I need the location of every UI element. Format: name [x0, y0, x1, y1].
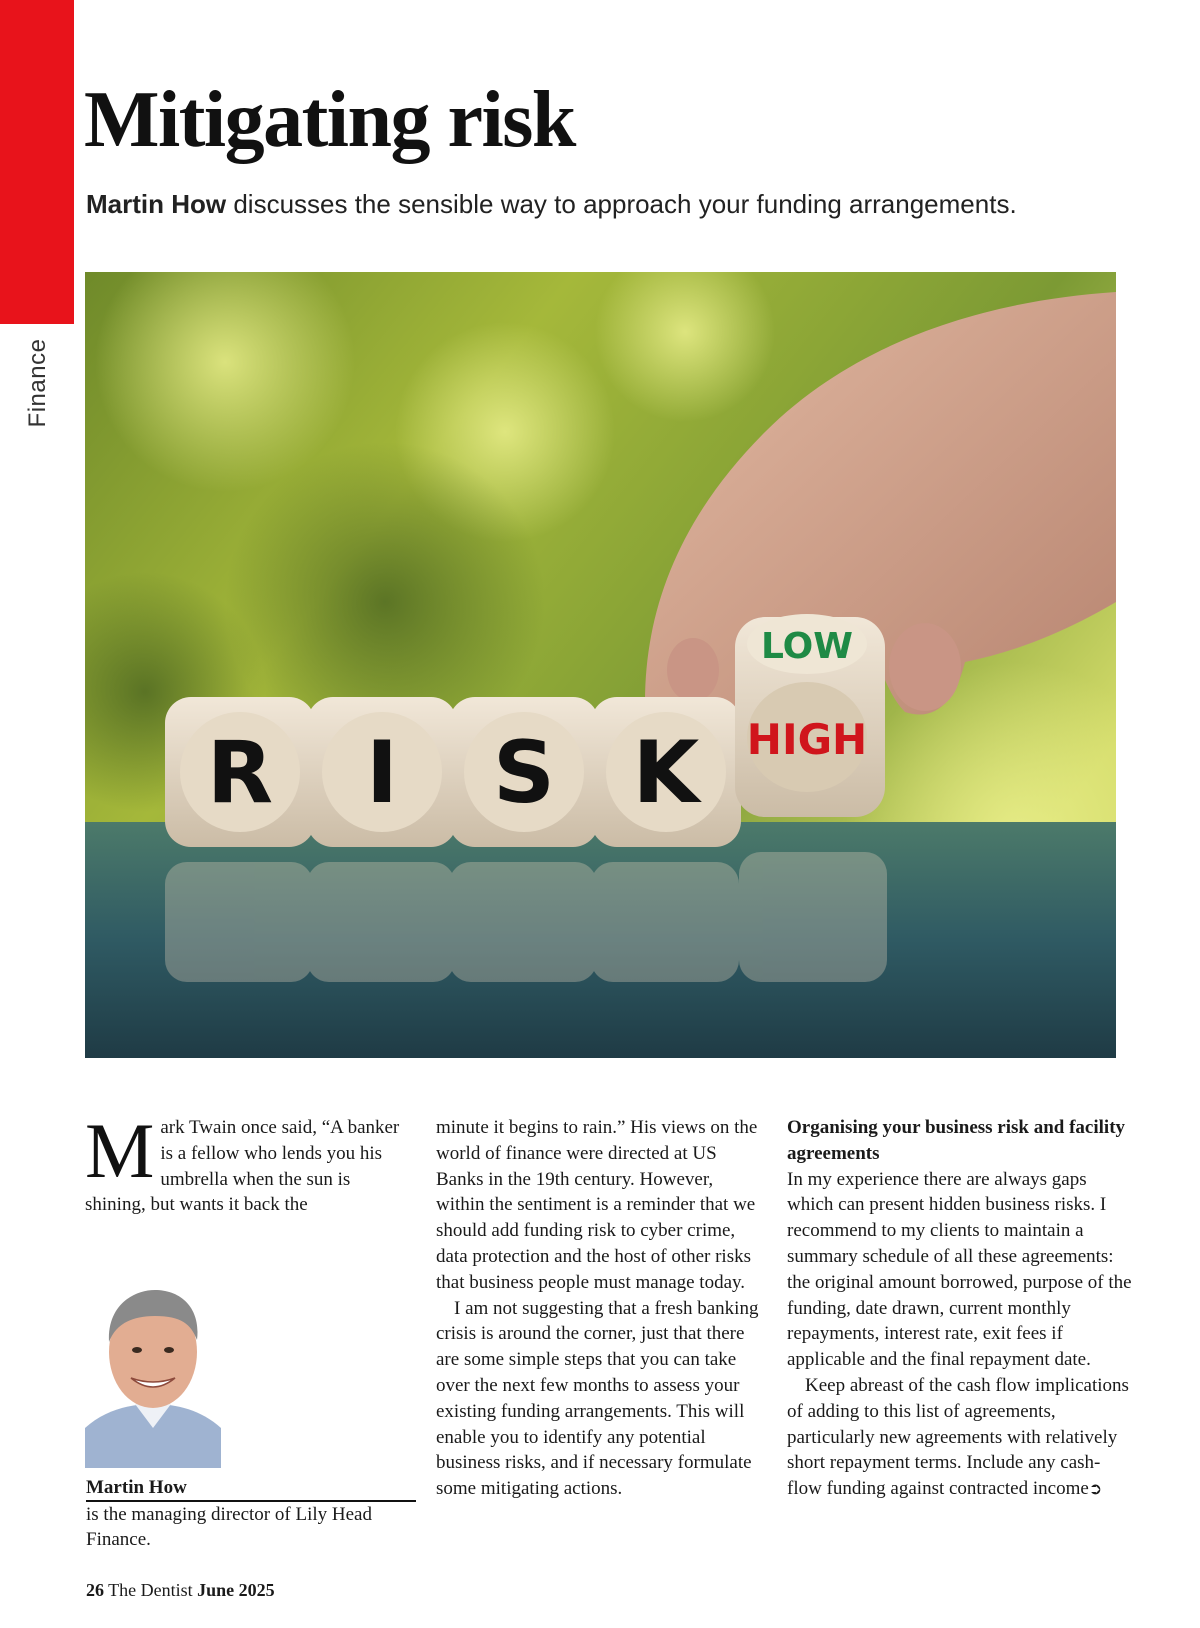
body-paragraph: I am not suggesting that a fresh banking crisis is around the corner, just that there are some simple steps that you can take over the next few months to assess your existing funding arrangements. This will enable you to identify any potential business risks, and if necessary formulate some mitigating actions. [436, 1297, 759, 1500]
drop-cap: M [85, 1107, 155, 1194]
article-column-2 [436, 1115, 766, 1502]
intro-paragraph [85, 1107, 405, 1218]
article-title: Mitigating risk [84, 76, 575, 164]
die-letter-r: R [206, 723, 274, 823]
article-column-1 [85, 1107, 405, 1218]
body-paragraph: minute it begins to rain.” His views on the world of finance were directed at US Banks in the 19th century. However, within the sentiment is a reminder that we should add funding risk to cyber crime, data protection and the host of other risks that business people must manage today. [436, 1117, 758, 1293]
page-footer [86, 1580, 275, 1601]
body-paragraph-text: Keep abreast of the cash flow implications of adding to this list of agreements, particularly new agreements with relatively short repayment terms. Include any cash-flow funding against contracted income [787, 1374, 1129, 1500]
die-letter-k: K [632, 723, 700, 823]
publication-name: The Dentist [104, 1580, 198, 1600]
die-letter-i: I [366, 723, 398, 823]
body-paragraph: In my experience there are always gaps which can present hidden business risks. I recommend to my clients to maintain a summary schedule of all these agreements: the original amount borrowed, purpose of the funding, date drawn, current monthly repayments, interest rate, exit fees if applicable and the final repayment date. [787, 1168, 1132, 1371]
die-letter-s: S [493, 723, 555, 823]
standfirst-author: Martin How [86, 189, 227, 219]
author-photo [85, 1278, 221, 1468]
standfirst-text: discusses the sensible way to approach your funding arrangements. [226, 189, 1017, 219]
continue-arrow-icon: ➲ [1088, 1479, 1103, 1499]
hero-image-risk-dice [85, 272, 1116, 1058]
dice-row [165, 697, 741, 847]
body-paragraph [787, 1373, 1132, 1502]
section-label: Finance [24, 338, 51, 428]
section-color-bar [0, 0, 74, 324]
low-high-die [735, 614, 885, 817]
issue-date: June 2025 [197, 1580, 275, 1600]
subheading: Organising your business risk and facility agreements [787, 1117, 1126, 1164]
die-label-high: HIGH [746, 715, 868, 764]
die-label-low: LOW [761, 626, 853, 667]
intro-text: ark Twain once said, “A banker is a fellow who lends you his umbrella when the sun is shining, but wants it back the [85, 1117, 400, 1216]
author-bio-name: Martin How [86, 1476, 416, 1502]
article-standfirst [86, 189, 1017, 220]
article-column-3 [787, 1115, 1132, 1502]
author-bio-text: is the managing director of Lily Head Finance. [86, 1504, 372, 1550]
page-number: 26 [86, 1580, 104, 1600]
